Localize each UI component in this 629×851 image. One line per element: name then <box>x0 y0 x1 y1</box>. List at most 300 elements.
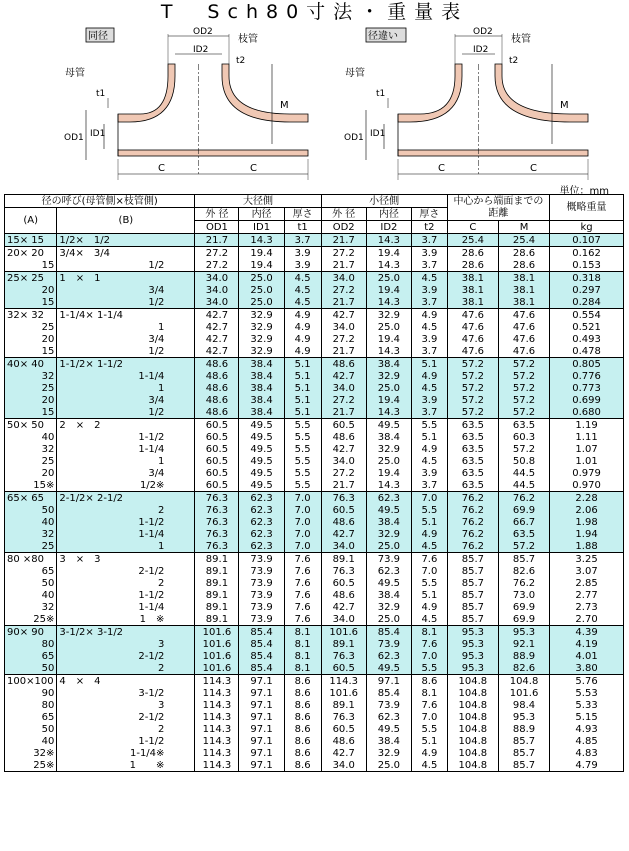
cell-t2: 4.5 <box>412 455 448 467</box>
cell-id1: 73.9 <box>239 601 284 613</box>
cell-weight: 2.28 <box>550 492 624 505</box>
cell-t1: 8.1 <box>284 638 321 650</box>
cell-t2: 3.9 <box>412 247 448 260</box>
cell-size-a: 100×100 <box>5 675 57 688</box>
cell-size-b: 1-1/2× 1-1/2 <box>57 358 195 371</box>
cell-t2: 5.5 <box>412 662 448 675</box>
cell-t2: 4.5 <box>412 613 448 626</box>
cell-od2: 42.7 <box>321 309 366 322</box>
cell-od1: 114.3 <box>195 759 239 772</box>
cell-id1: 32.9 <box>239 333 284 345</box>
cell-m: 50.8 <box>498 455 549 467</box>
cell-t1: 5.5 <box>284 479 321 492</box>
cell-id1: 25.0 <box>239 284 284 296</box>
cell-m: 57.2 <box>498 358 549 371</box>
table-row <box>5 613 624 626</box>
cell-id1: 32.9 <box>239 345 284 358</box>
c-label-right: C <box>250 163 257 174</box>
cell-c: 63.5 <box>447 479 498 492</box>
cell-t1: 5.5 <box>284 467 321 479</box>
cell-c: 63.5 <box>447 431 498 443</box>
table-row <box>5 638 624 650</box>
cell-id2: 25.0 <box>366 759 411 772</box>
cell-id1: 97.1 <box>239 759 284 772</box>
header-id2: ID2 <box>366 221 411 234</box>
cell-t2: 3.7 <box>412 234 448 247</box>
cell-m: 60.3 <box>498 431 549 443</box>
cell-id2: 62.3 <box>366 492 411 505</box>
cell-t1: 5.5 <box>284 431 321 443</box>
cell-od2: 42.7 <box>321 601 366 613</box>
cell-id1: 32.9 <box>239 309 284 322</box>
cell-m: 95.3 <box>498 711 549 723</box>
cell-t1: 7.0 <box>284 528 321 540</box>
cell-m: 47.6 <box>498 345 549 358</box>
cell-id1: 85.4 <box>239 626 284 639</box>
cell-size-b: 2 <box>57 723 195 735</box>
cell-m: 73.0 <box>498 589 549 601</box>
cell-weight: 0.297 <box>550 284 624 296</box>
cell-t2: 3.7 <box>412 296 448 309</box>
cell-od1: 60.5 <box>195 479 239 492</box>
table-row <box>5 662 624 675</box>
table-row <box>5 516 624 528</box>
m-label: M <box>280 100 289 111</box>
cell-id2: 14.3 <box>366 479 411 492</box>
cell-weight: 0.805 <box>550 358 624 371</box>
cell-t1: 4.5 <box>284 284 321 296</box>
cell-c: 57.2 <box>447 394 498 406</box>
table-row <box>5 370 624 382</box>
cell-size-a: 40 <box>5 589 57 601</box>
m-label: M <box>560 100 569 111</box>
diagram-reducing <box>344 27 588 180</box>
cell-m: 76.2 <box>498 577 549 589</box>
table-row <box>5 259 624 272</box>
cell-id2: 73.9 <box>366 553 411 566</box>
cell-t2: 4.5 <box>412 540 448 553</box>
cell-size-a: 40 <box>5 431 57 443</box>
cell-od2: 60.5 <box>321 662 366 675</box>
table-row <box>5 296 624 309</box>
cell-size-a: 80 <box>5 699 57 711</box>
cell-size-a: 40 <box>5 735 57 747</box>
cell-id2: 32.9 <box>366 443 411 455</box>
table-row <box>5 528 624 540</box>
table-row <box>5 492 624 505</box>
cell-weight: 3.25 <box>550 553 624 566</box>
cell-t2: 7.6 <box>412 553 448 566</box>
cell-c: 104.8 <box>447 687 498 699</box>
table-row <box>5 759 624 772</box>
cell-od1: 48.6 <box>195 406 239 419</box>
diagram-tag: 径違い <box>368 31 398 42</box>
cell-od2: 34.0 <box>321 382 366 394</box>
cell-weight: 0.773 <box>550 382 624 394</box>
cell-od1: 27.2 <box>195 247 239 260</box>
cell-m: 82.6 <box>498 662 549 675</box>
cell-m: 57.2 <box>498 406 549 419</box>
cell-t2: 4.9 <box>412 443 448 455</box>
cell-size-a: 65× 65 <box>5 492 57 505</box>
cell-id1: 38.4 <box>239 358 284 371</box>
cell-id1: 19.4 <box>239 259 284 272</box>
cell-m: 69.9 <box>498 613 549 626</box>
cell-m: 95.3 <box>498 626 549 639</box>
cell-id2: 14.3 <box>366 259 411 272</box>
cell-weight: 1.94 <box>550 528 624 540</box>
cell-od2: 42.7 <box>321 528 366 540</box>
cell-t2: 8.1 <box>412 687 448 699</box>
cell-od1: 34.0 <box>195 272 239 285</box>
cell-m: 44.5 <box>498 467 549 479</box>
cell-weight: 1.01 <box>550 455 624 467</box>
table-row <box>5 272 624 285</box>
cell-od1: 114.3 <box>195 735 239 747</box>
cell-size-b: 3-1/2× 3-1/2 <box>57 626 195 639</box>
table-body <box>5 234 624 772</box>
t2-label: t2 <box>236 56 246 66</box>
cell-size-b: 2-1/2 <box>57 565 195 577</box>
table-row <box>5 735 624 747</box>
cell-od2: 27.2 <box>321 247 366 260</box>
cell-weight: 0.554 <box>550 309 624 322</box>
cell-od2: 48.6 <box>321 516 366 528</box>
id1-label: ID1 <box>370 129 386 139</box>
cell-id1: 73.9 <box>239 589 284 601</box>
cell-od2: 21.7 <box>321 296 366 309</box>
cell-weight: 4.01 <box>550 650 624 662</box>
cell-weight: 1.19 <box>550 419 624 432</box>
cell-od2: 89.1 <box>321 638 366 650</box>
cell-id2: 85.4 <box>366 626 411 639</box>
table-row <box>5 394 624 406</box>
cell-od2: 27.2 <box>321 394 366 406</box>
table-row <box>5 650 624 662</box>
header-thickness: 厚さ <box>412 208 448 221</box>
cell-c: 76.2 <box>447 516 498 528</box>
cell-size-a: 15 <box>5 296 57 309</box>
cell-m: 38.1 <box>498 272 549 285</box>
cell-id1: 97.1 <box>239 675 284 688</box>
cell-od1: 76.3 <box>195 492 239 505</box>
table-row <box>5 540 624 553</box>
cell-t1: 3.9 <box>284 259 321 272</box>
cell-t1: 4.9 <box>284 309 321 322</box>
cell-m: 88.9 <box>498 650 549 662</box>
cell-m: 25.4 <box>498 234 549 247</box>
cell-od1: 114.3 <box>195 723 239 735</box>
cell-size-b: 2 <box>57 662 195 675</box>
cell-m: 69.9 <box>498 504 549 516</box>
cell-od2: 60.5 <box>321 419 366 432</box>
cell-c: 85.7 <box>447 577 498 589</box>
cell-od2: 42.7 <box>321 370 366 382</box>
cell-id1: 85.4 <box>239 650 284 662</box>
header-od: 外 径 <box>321 208 366 221</box>
cell-id1: 97.1 <box>239 723 284 735</box>
cell-t2: 3.7 <box>412 479 448 492</box>
cell-od1: 114.3 <box>195 747 239 759</box>
cell-weight: 4.79 <box>550 759 624 772</box>
cell-size-b: 1 <box>57 382 195 394</box>
cell-weight: 2.77 <box>550 589 624 601</box>
main-pipe-label: 母管 <box>65 68 85 79</box>
cell-od2: 21.7 <box>321 259 366 272</box>
cell-od1: 101.6 <box>195 662 239 675</box>
tee-diagrams <box>0 24 629 184</box>
cell-id1: 32.9 <box>239 321 284 333</box>
cell-size-b: 2-1/2 <box>57 711 195 723</box>
id2-label: ID2 <box>193 45 209 55</box>
cell-t1: 8.6 <box>284 711 321 723</box>
cell-c: 104.8 <box>447 735 498 747</box>
cell-size-a: 25 <box>5 321 57 333</box>
header-c: C <box>447 221 498 234</box>
cell-id1: 49.5 <box>239 443 284 455</box>
cell-t1: 4.5 <box>284 296 321 309</box>
table-row <box>5 321 624 333</box>
cell-t1: 8.1 <box>284 662 321 675</box>
cell-od2: 34.0 <box>321 759 366 772</box>
table-row <box>5 247 624 260</box>
cell-c: 95.3 <box>447 638 498 650</box>
cell-size-a: 32 <box>5 443 57 455</box>
cell-od1: 27.2 <box>195 259 239 272</box>
cell-od1: 89.1 <box>195 565 239 577</box>
cell-weight: 0.680 <box>550 406 624 419</box>
cell-size-a: 25※ <box>5 613 57 626</box>
c-label-right: C <box>530 163 537 174</box>
cell-m: 66.7 <box>498 516 549 528</box>
cell-weight: 2.70 <box>550 613 624 626</box>
cell-size-b: 2 <box>57 504 195 516</box>
table-row <box>5 601 624 613</box>
cell-size-b: 1-1/2 <box>57 589 195 601</box>
cell-size-a: 25※ <box>5 759 57 772</box>
cell-t2: 7.0 <box>412 565 448 577</box>
cell-od1: 101.6 <box>195 650 239 662</box>
unit-label: 単位：mm <box>559 186 609 197</box>
cell-weight: 1.98 <box>550 516 624 528</box>
cell-t1: 7.6 <box>284 613 321 626</box>
cell-t2: 7.6 <box>412 699 448 711</box>
cell-size-b: 3/4 <box>57 467 195 479</box>
cell-t2: 5.5 <box>412 504 448 516</box>
cell-id2: 19.4 <box>366 467 411 479</box>
diagram-same-diameter <box>64 27 308 180</box>
cell-id1: 19.4 <box>239 247 284 260</box>
cell-t2: 4.9 <box>412 747 448 759</box>
cell-size-a: 32※ <box>5 747 57 759</box>
cell-c: 63.5 <box>447 419 498 432</box>
cell-m: 47.6 <box>498 309 549 322</box>
cell-id1: 38.4 <box>239 382 284 394</box>
cell-od2: 34.0 <box>321 540 366 553</box>
cell-t1: 8.6 <box>284 735 321 747</box>
cell-size-b: 1-1/2 <box>57 431 195 443</box>
cell-t2: 5.5 <box>412 419 448 432</box>
cell-t1: 3.9 <box>284 247 321 260</box>
table-row <box>5 626 624 639</box>
cell-size-b: 3/4 <box>57 284 195 296</box>
cell-weight: 0.478 <box>550 345 624 358</box>
cell-size-b: 1/2※ <box>57 479 195 492</box>
cell-m: 57.2 <box>498 394 549 406</box>
cell-size-a: 50 <box>5 577 57 589</box>
cell-c: 85.7 <box>447 589 498 601</box>
cell-od2: 48.6 <box>321 431 366 443</box>
cell-t2: 5.5 <box>412 577 448 589</box>
table-row <box>5 443 624 455</box>
cell-t2: 3.9 <box>412 333 448 345</box>
cell-od2: 89.1 <box>321 553 366 566</box>
table-row <box>5 358 624 371</box>
cell-m: 38.1 <box>498 296 549 309</box>
cell-size-a: 15 <box>5 345 57 358</box>
cell-od1: 89.1 <box>195 589 239 601</box>
cell-od1: 89.1 <box>195 577 239 589</box>
cell-m: 92.1 <box>498 638 549 650</box>
cell-size-a: 15※ <box>5 479 57 492</box>
cell-t1: 5.1 <box>284 394 321 406</box>
cell-m: 47.6 <box>498 321 549 333</box>
cell-size-b: 3/4 <box>57 333 195 345</box>
cell-c: 76.2 <box>447 492 498 505</box>
cell-size-b: 1/2 <box>57 345 195 358</box>
c-label-left: C <box>438 163 445 174</box>
cell-size-b: 3-1/2 <box>57 687 195 699</box>
cell-id1: 73.9 <box>239 613 284 626</box>
cell-t1: 5.1 <box>284 358 321 371</box>
cell-c: 104.8 <box>447 747 498 759</box>
cell-m: 57.2 <box>498 382 549 394</box>
cell-t2: 8.6 <box>412 675 448 688</box>
table-row <box>5 553 624 566</box>
cell-id1: 97.1 <box>239 711 284 723</box>
cell-weight: 2.73 <box>550 601 624 613</box>
cell-size-a: 65 <box>5 711 57 723</box>
cell-id1: 62.3 <box>239 492 284 505</box>
cell-weight: 0.970 <box>550 479 624 492</box>
cell-size-b: 3 <box>57 699 195 711</box>
cell-od1: 76.3 <box>195 540 239 553</box>
cell-size-b: 1 <box>57 540 195 553</box>
cell-size-b: 4 × 4 <box>57 675 195 688</box>
cell-id1: 62.3 <box>239 516 284 528</box>
cell-id2: 25.0 <box>366 613 411 626</box>
cell-id2: 38.4 <box>366 735 411 747</box>
cell-weight: 3.07 <box>550 565 624 577</box>
cell-c: 38.1 <box>447 272 498 285</box>
cell-c: 76.2 <box>447 528 498 540</box>
table-row <box>5 589 624 601</box>
header-center-distance: 中心から端面までの距離 <box>447 195 549 221</box>
table-row <box>5 284 624 296</box>
cell-od2: 76.3 <box>321 650 366 662</box>
cell-id1: 49.5 <box>239 479 284 492</box>
cell-size-a: 25 <box>5 382 57 394</box>
cell-id2: 19.4 <box>366 247 411 260</box>
cell-weight: 0.776 <box>550 370 624 382</box>
main-pipe-wall <box>398 150 588 156</box>
cell-size-b: 3/4 <box>57 394 195 406</box>
table-row <box>5 431 624 443</box>
cell-t2: 4.5 <box>412 382 448 394</box>
cell-weight: 1.11 <box>550 431 624 443</box>
cell-size-a: 20 <box>5 467 57 479</box>
cell-m: 104.8 <box>498 675 549 688</box>
table-row <box>5 711 624 723</box>
branch-left-wall <box>398 64 462 122</box>
cell-t1: 5.5 <box>284 443 321 455</box>
cell-id2: 62.3 <box>366 650 411 662</box>
t1-label: t1 <box>376 89 386 99</box>
cell-size-a: 80 <box>5 638 57 650</box>
cell-id1: 62.3 <box>239 540 284 553</box>
cell-id2: 19.4 <box>366 284 411 296</box>
cell-size-b: 1 ※ <box>57 759 195 772</box>
table-row <box>5 479 624 492</box>
cell-t1: 8.6 <box>284 759 321 772</box>
cell-c: 104.8 <box>447 759 498 772</box>
cell-od2: 101.6 <box>321 687 366 699</box>
cell-od1: 42.7 <box>195 309 239 322</box>
cell-id1: 49.5 <box>239 455 284 467</box>
cell-id2: 49.5 <box>366 723 411 735</box>
cell-id1: 97.1 <box>239 747 284 759</box>
cell-c: 63.5 <box>447 443 498 455</box>
cell-t1: 7.6 <box>284 589 321 601</box>
cell-c: 47.6 <box>447 333 498 345</box>
cell-c: 85.7 <box>447 601 498 613</box>
cell-od1: 76.3 <box>195 516 239 528</box>
cell-id1: 85.4 <box>239 638 284 650</box>
cell-id2: 38.4 <box>366 516 411 528</box>
cell-size-b: 1/2 <box>57 296 195 309</box>
cell-size-b: 1-1/4 <box>57 443 195 455</box>
page-title: T Sch80寸法・重量表 <box>160 1 469 23</box>
cell-size-a: 20 <box>5 333 57 345</box>
cell-od1: 89.1 <box>195 553 239 566</box>
cell-c: 28.6 <box>447 259 498 272</box>
cell-size-a: 25× 25 <box>5 272 57 285</box>
cell-id2: 49.5 <box>366 577 411 589</box>
cell-t2: 8.1 <box>412 626 448 639</box>
cell-m: 76.2 <box>498 492 549 505</box>
cell-size-a: 90 <box>5 687 57 699</box>
cell-id2: 38.4 <box>366 431 411 443</box>
cell-od1: 34.0 <box>195 296 239 309</box>
cell-weight: 5.53 <box>550 687 624 699</box>
cell-c: 85.7 <box>447 553 498 566</box>
cell-id2: 14.3 <box>366 296 411 309</box>
cell-t1: 7.0 <box>284 492 321 505</box>
cell-od1: 21.7 <box>195 234 239 247</box>
main-pipe-wall <box>118 150 308 156</box>
cell-od1: 60.5 <box>195 431 239 443</box>
cell-t1: 8.6 <box>284 687 321 699</box>
cell-size-b: 1 ※ <box>57 613 195 626</box>
od1-label: OD1 <box>64 133 84 143</box>
header-od1: OD1 <box>195 221 239 234</box>
cell-id2: 32.9 <box>366 309 411 322</box>
cell-id2: 38.4 <box>366 358 411 371</box>
cell-m: 88.9 <box>498 723 549 735</box>
cell-size-a: 32 <box>5 528 57 540</box>
cell-weight: 2.06 <box>550 504 624 516</box>
cell-c: 57.2 <box>447 406 498 419</box>
